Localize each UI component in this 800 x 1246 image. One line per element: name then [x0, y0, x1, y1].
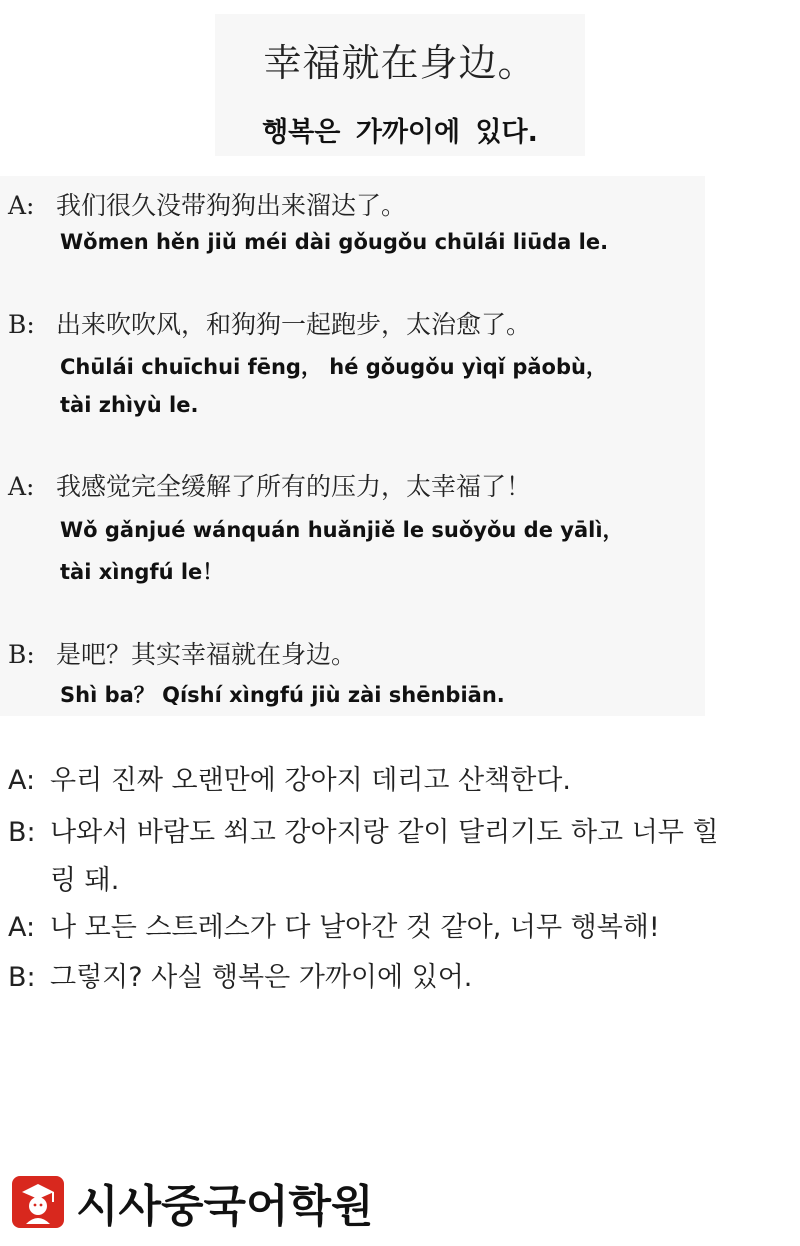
dialogue-line-chinese — [8, 635, 356, 671]
speaker-label: A: — [8, 912, 36, 943]
speaker-label: B: — [8, 962, 36, 993]
pinyin-line: Wǒmen hěn jiǔ méi dài gǒugǒu chūlái liūda le. — [60, 230, 609, 254]
korean-text: 나와서 바람도 쐬고 강아지랑 같이 달리기도 하고 너무 힐 — [50, 817, 719, 848]
translation-line — [8, 905, 660, 944]
title-box — [215, 14, 585, 156]
sisa-mascot-icon — [10, 1174, 66, 1230]
chinese-text: 是吧？其实幸福就在身边。 — [56, 640, 357, 669]
pinyin-line: tài xìngfú le！ — [60, 560, 224, 584]
pinyin-line: tài zhìyù le. — [60, 393, 199, 417]
speaker-label: B: — [8, 640, 35, 669]
title-chinese: 幸福就在身边。 — [263, 41, 537, 85]
speaker-label: A: — [8, 765, 36, 796]
dialogue-line-chinese — [8, 467, 531, 503]
chinese-text: 我们很久没带狗狗出来溜达了。 — [56, 191, 407, 220]
chinese-text: 我感觉完全缓解了所有的压力，太幸福了！ — [56, 472, 532, 501]
pinyin-line: Shì ba？ Qíshí xìngfú jiù zài shēnbiān. — [60, 683, 505, 707]
speaker-label: B: — [8, 310, 35, 339]
dialogue-line-chinese — [8, 305, 531, 341]
korean-text: 우리 진짜 오랜만에 강아지 데리고 산책한다. — [50, 765, 571, 796]
korean-text: 나 모든 스트레스가 다 날아간 것 같아, 너무 행복해! — [50, 912, 660, 943]
translation-line-continued: 링 돼. — [50, 865, 120, 896]
speaker-label: B: — [8, 817, 36, 848]
translation-line — [8, 758, 571, 797]
title-korean: 행복은 가까이에 있다. — [262, 117, 538, 148]
speaker-label: A: — [8, 191, 35, 220]
brand-name: 시사중국어학원 — [76, 1181, 374, 1232]
translation-line — [8, 955, 472, 994]
korean-text: 그렇지? 사실 행복은 가까이에 있어. — [50, 962, 473, 993]
dialogue-line-chinese — [8, 186, 406, 222]
chinese-text: 出来吹吹风，和狗狗一起跑步，太治愈了。 — [56, 310, 532, 339]
translation-line — [8, 810, 719, 849]
brand-logo — [10, 1172, 374, 1232]
speaker-label: A: — [8, 472, 35, 501]
pinyin-line: Chūlái chuīchui fēng， hé gǒugǒu yìqǐ pǎobù， — [60, 355, 607, 379]
pinyin-line: Wǒ gǎnjué wánquán huǎnjiě le suǒyǒu de yālì， — [60, 518, 624, 542]
